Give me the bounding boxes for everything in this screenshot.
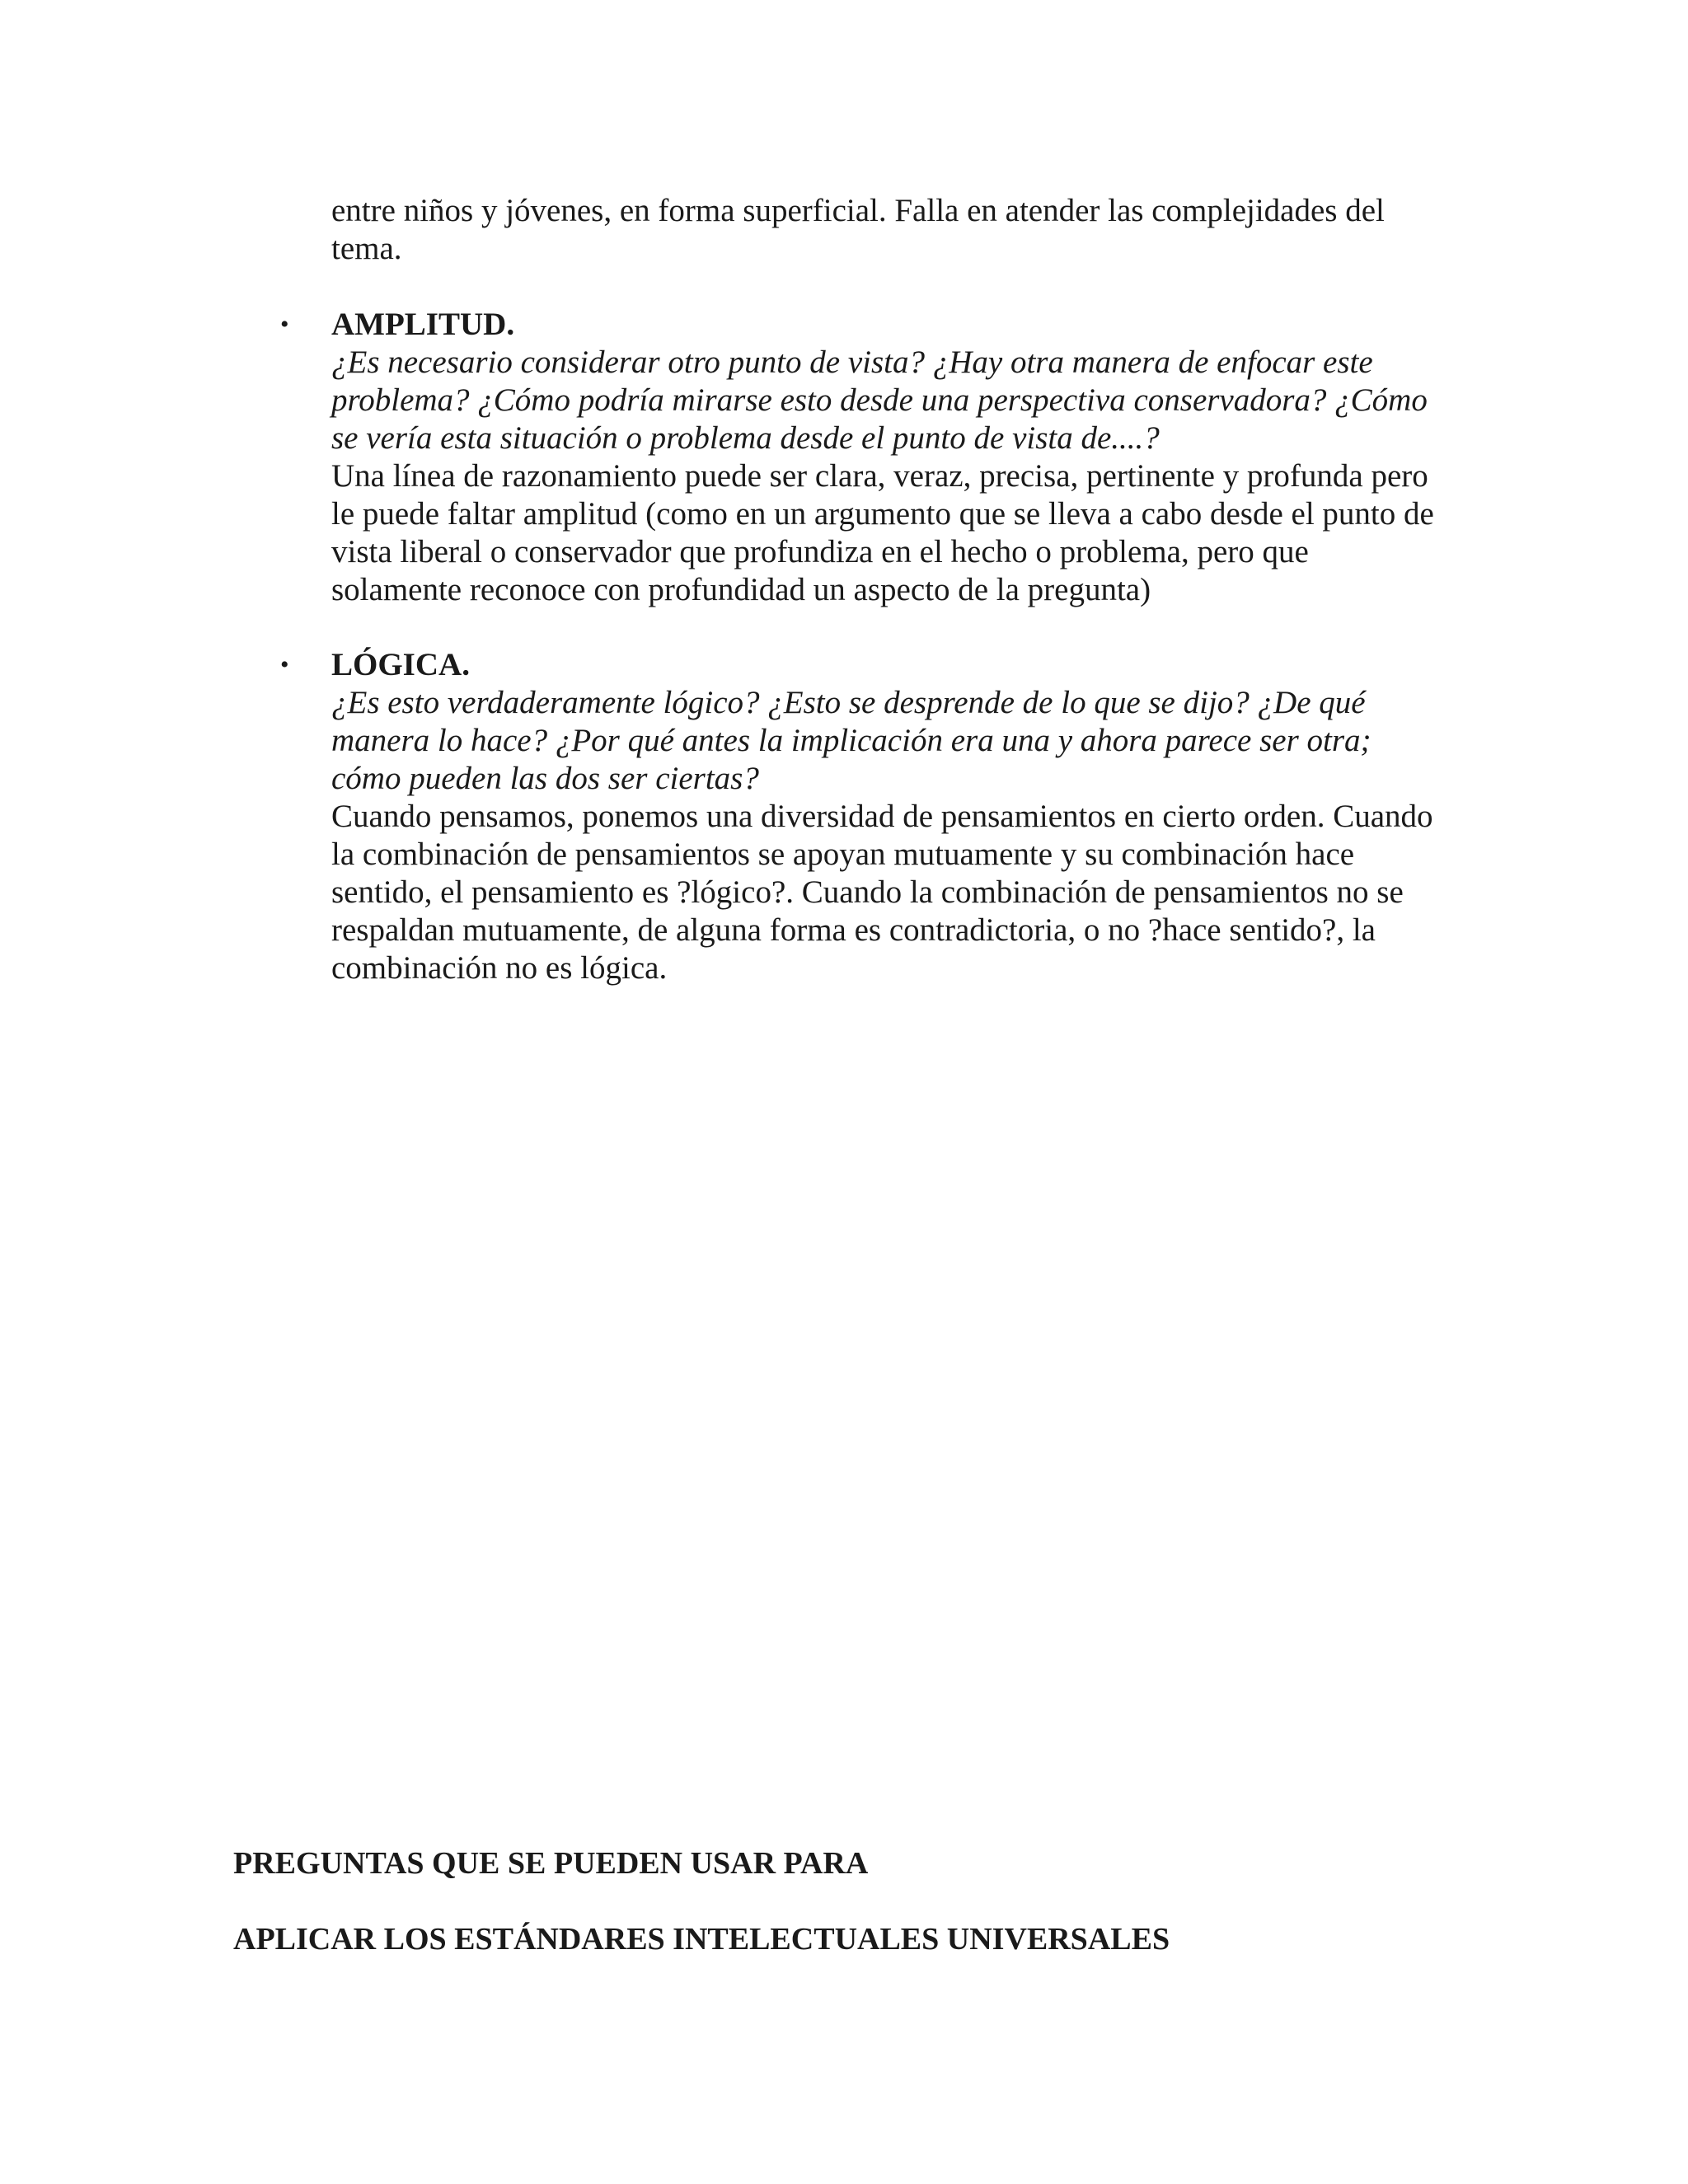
bullet-icon: • xyxy=(280,651,289,678)
item-questions: ¿Es esto verdaderamente lógico? ¿Esto se desprende de lo que se dijo? ¿De qué manera lo hace? ¿Por qué antes la implicación era una y ahora parece ser otra; cómo pueden las dos ser ciertas? xyxy=(331,685,1372,796)
section-heading-line2: APLICAR LOS ESTÁNDARES INTELECTUALES UNIVERSALES xyxy=(233,1922,1170,1957)
continuation-paragraph: entre niños y jóvenes, en forma superficial. Falla en atender las complejidades del tema. xyxy=(331,193,1385,266)
item-body: Cuando pensamos, ponemos una diversidad de pensamientos en cierto orden. Cuando la combinación de pensamientos se apoyan mutuamente y su combinación hace sentido, el pensamiento es ?lógico?. Cuando la combinación de pensamientos no se respaldan mutuamente, de alguna forma es contradictoria, o no ?hace sentido?, la combinación no es lógica. xyxy=(331,799,1433,986)
list-item-logica xyxy=(280,646,1436,987)
item-title: LÓGICA. xyxy=(331,647,470,682)
section-heading-line1: PREGUNTAS QUE SE PUEDEN USAR PARA xyxy=(233,1846,869,1881)
bullet-icon: • xyxy=(280,311,289,338)
item-title: AMPLITUD. xyxy=(331,307,515,342)
item-questions: ¿Es necesario considerar otro punto de vista? ¿Hay otra manera de enfocar este problema? ¿Cómo podría mirarse esto desde una perspectiva conservadora? ¿Cómo se vería esta situación o problema desde el punto de vista de....? xyxy=(331,344,1428,456)
item-body: Una línea de razonamiento puede ser clara, veraz, precisa, pertinente y profunda pero le puede faltar amplitud (como en un argumento que se lleva a cabo desde el punto de vista liberal o conservador que profundiza en el hecho o problema, pero que solamente reconoce con profundidad un aspecto de la pregunta) xyxy=(331,458,1434,607)
list-item-amplitud xyxy=(280,306,1436,609)
